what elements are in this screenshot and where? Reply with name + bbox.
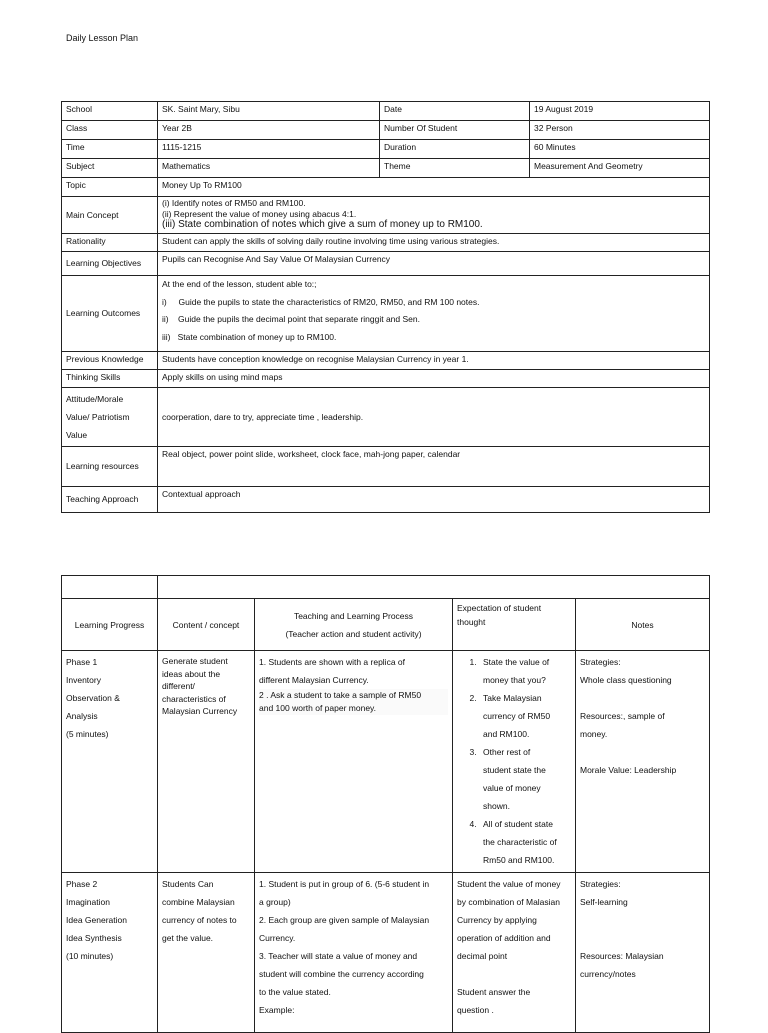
outcome-item: iii) State combination of money up to RM100. [162,331,337,342]
rationality-value: Student can apply the skills of solving daily routine involving time using various strategies. [158,234,710,252]
progress-line: Imagination [66,897,110,907]
resources-value: Real object, power point slide, worksheet, clock face, mah-jong paper, calendar [158,447,710,487]
content-line: Malaysian Currency [162,706,238,716]
progress-line: Idea Generation [66,915,127,925]
theme-label: Theme [380,159,530,178]
main-concept-value [158,197,710,234]
date-label: Date [380,102,530,121]
header-expectation [453,599,576,651]
content-line: ideas about the [162,668,221,679]
notes-resources: Resources: Malaysian [580,951,664,961]
blank-cell [158,576,710,599]
expectation-line: 3. Other rest of [483,747,531,757]
phase1-progress [62,651,158,873]
phase1-content [158,651,255,873]
tlp-line: 1. Student is put in group of 6. (5-6 student in [259,879,430,889]
main-concept-line: (iii) State combination of notes which give a sum of money up to RM100. [162,219,483,231]
objectives-label: Learning Objectives [62,252,158,276]
school-value: SK. Saint Mary, Sibu [158,102,380,121]
prev-knowledge-value: Students have conception knowledge on recognise Malaysian Currency in year 1. [158,352,710,370]
topic-value: Money Up To RM100 [158,178,710,197]
outcomes-intro: At the end of the lesson, student able to:; [162,279,317,289]
content-line: different/ [162,681,195,691]
header-tlp-line: Teaching and Learning Process [293,610,414,621]
content-line: get the value. [162,933,214,943]
expectation-item [479,815,571,869]
expectation-line: decimal point [457,951,508,961]
row-approach [62,487,710,513]
thinking-label: Thinking Skills [62,370,158,388]
time-value: 1115-1215 [158,140,380,159]
expectation-line: 4. All of student state [483,819,553,829]
class-label: Class [62,121,158,140]
outcomes-value [158,276,710,352]
main-concept-label: Main Concept [62,197,158,234]
process-top-row [62,576,710,599]
notes-resources: Resources:, sample of [580,711,665,721]
tlp-line: 2. Each group are given sample of Malaysian [259,915,430,925]
progress-line: Phase 2 [66,879,98,889]
outcome-item: ii) Guide the pupils the decimal point that separate ringgit and Sen. [162,314,420,325]
progress-line: Analysis [66,711,98,721]
expectation-line: the characteristic of [483,837,557,847]
expectation-line: 2. Take Malaysian [483,693,542,703]
approach-label: Teaching Approach [62,487,158,513]
row-objectives [62,252,710,276]
topic-label: Topic [62,178,158,197]
date-value: 19 August 2019 [530,102,710,121]
expectation-line: Student answer the [457,987,531,997]
row-resources [62,447,710,487]
rationality-label: Rationality [62,234,158,252]
expectation-line: currency of RM50 [483,711,551,721]
notes-strategies-label: Strategies: [580,657,621,667]
tlp-line: a group) [259,897,291,907]
expectation-list [457,653,571,869]
phase1-row [62,651,710,873]
notes-strategy: Self-learning [580,897,628,907]
progress-line: Idea Synthesis [66,933,122,943]
expectation-line: Student the value of money [457,879,561,889]
notes-gap [580,929,705,947]
phase1-expectation [453,651,576,873]
expectation-item [479,689,571,743]
class-value: Year 2B [158,121,380,140]
tlp-line: and 100 worth of paper money. [259,703,377,713]
tlp-line [259,689,448,715]
attitude-label-line: Value [66,430,88,440]
tlp-line: Currency. [259,933,296,943]
row-outcomes [62,276,710,352]
students-label: Number Of Student [380,121,530,140]
objectives-value: Pupils can Recognise And Say Value Of Malaysian Currency [158,252,710,276]
phase1-tlp [255,651,453,873]
school-label: School [62,102,158,121]
expectation-line: money that you? [483,675,546,685]
header-expectation-line: thought [457,617,486,627]
content-line: Students Can [162,879,214,889]
theme-value: Measurement And Geometry [530,159,710,178]
row-main-concept [62,197,710,234]
row-time-duration [62,140,710,159]
row-thinking [62,370,710,388]
header-content-concept: Content / concept [158,599,255,651]
progress-line: (10 minutes) [66,951,114,961]
expectation-line: operation of addition and [457,933,551,943]
students-value: 32 Person [530,121,710,140]
notes-gap [580,911,705,929]
content-line: characteristics of [162,693,226,704]
progress-line: Inventory [66,675,101,685]
subject-value: Mathematics [158,159,380,178]
expectation-line: Rm50 and RM100. [483,855,555,865]
phase2-expectation [453,873,576,1033]
notes-gap [580,689,705,707]
notes-strategy: Whole class questioning [580,675,672,685]
expectation-line: student state the [483,765,546,775]
attitude-value: coorperation, dare to try, appreciate time , leadership. [158,388,710,447]
expectation-line: by combination of Malasian [457,897,561,907]
content-line: Generate student [162,656,228,666]
process-table [61,575,710,1033]
expectation-line: value of money [483,783,541,793]
lesson-info-table [61,101,710,513]
row-topic [62,178,710,197]
expectation-item [479,743,571,815]
expectation-line: and RM100. [483,729,530,739]
notes-strategies-label: Strategies: [580,879,621,889]
duration-label: Duration [380,140,530,159]
row-class-students [62,121,710,140]
header-expectation-line: Expectation of student [457,603,542,613]
notes-morale-value: Morale Value: Leadership [580,765,677,775]
attitude-label [62,388,158,447]
progress-line: Observation & [66,693,120,703]
content-line: currency of notes to [162,915,237,925]
notes-resources: money. [580,729,608,739]
row-prev-knowledge [62,352,710,370]
main-concept-line: (ii) Represent the value of money using abacus 4:1. [162,208,357,219]
main-concept-line: (i) Identify notes of RM50 and RM100. [162,198,306,208]
expectation-line: 1. State the value of [483,657,550,667]
tlp-line: to the value stated. [259,987,331,997]
phase2-tlp [255,873,453,1033]
header-tlp [255,599,453,651]
expectation-gap [457,965,571,983]
tlp-line: 1. Students are shown with a replica of [259,657,405,667]
attitude-label-line: Value/ Patriotism [66,412,130,422]
header-notes: Notes [576,599,710,651]
row-subject-theme [62,159,710,178]
tlp-line: 3. Teacher will state a value of money and [259,951,418,961]
outcome-item: i) Guide the pupils to state the characteristics of RM20, RM50, and RM 100 notes. [162,296,480,307]
header-tlp-line: (Teacher action and student activity) [285,628,422,639]
blank-cell [62,576,158,599]
tlp-line: 2 . Ask a student to take a sample of RM50 [259,690,422,700]
tlp-line: Example: [259,1005,295,1015]
row-school-date [62,102,710,121]
phase2-progress [62,873,158,1033]
document-title: Daily Lesson Plan [66,33,139,43]
attitude-label-line: Attitude/Morale [66,394,124,404]
notes-gap [580,743,705,761]
tlp-line: different Malaysian Currency. [259,675,369,685]
phase2-row [62,873,710,1033]
progress-line: Phase 1 [66,657,98,667]
duration-value: 60 Minutes [530,140,710,159]
tlp-line: student will combine the currency according [259,969,424,979]
expectation-line: question . [457,1005,494,1015]
row-rationality [62,234,710,252]
content-line: combine Malaysian [162,897,235,907]
approach-value: Contextual approach [158,487,710,513]
notes-resources: currency/notes [580,969,636,979]
phase2-notes [576,873,710,1033]
time-label: Time [62,140,158,159]
phase1-notes [576,651,710,873]
prev-knowledge-label: Previous Knowledge [62,352,158,370]
subject-label: Subject [62,159,158,178]
thinking-value: Apply skills on using mind maps [158,370,710,388]
expectation-line: Currency by applying [457,915,537,925]
header-learning-progress: Learning Progress [62,599,158,651]
phase2-content [158,873,255,1033]
expectation-item [479,653,571,689]
progress-line: (5 minutes) [66,729,109,739]
expectation-line: shown. [483,801,510,811]
process-header-row [62,599,710,651]
row-attitude [62,388,710,447]
resources-label: Learning resources [62,447,158,487]
outcomes-label: Learning Outcomes [62,276,158,352]
